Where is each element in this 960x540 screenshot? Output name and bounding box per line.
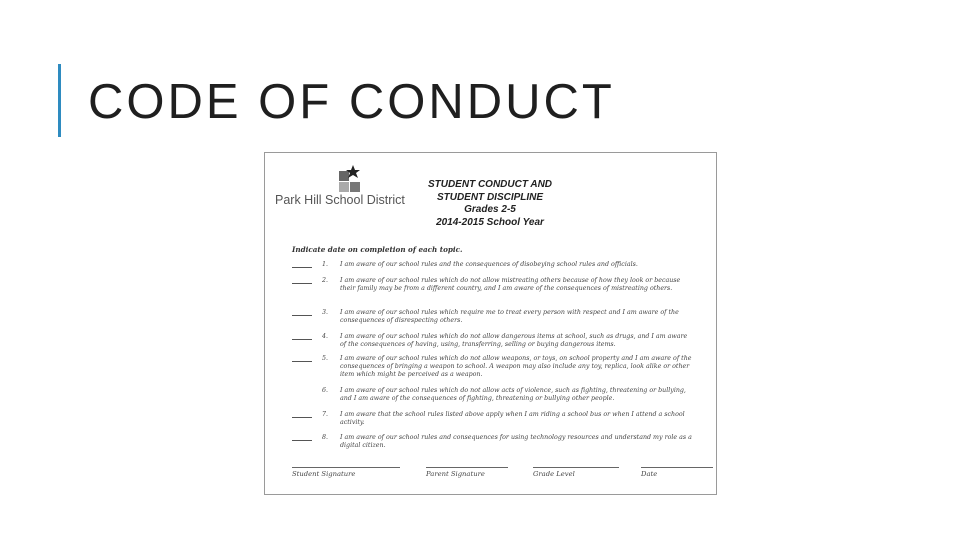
date-blank <box>292 339 312 340</box>
conduct-document-image: Park Hill School District STUDENT CONDUCT AND STUDENT DISCIPLINE Grades 2-5 2014-2015 School Year Indicate date on completion of each topic. 1. I am aware of our school rules and the consequences of disobeying school rules and officials. 2. I am aware of our school rules which do not allow mistreating others because of how they look or because their family may be from a different country, and I am aware of the consequences of mistreating others. 3. I am aware of our school rules which require me to treat every person with respect and I am aware of the consequences of disrespecting others. 4. I am aware of our school rules which do not allow dangerous items at school, such as drugs, and I am aware of the consequences of having, using, transferring, selling or buying dangerous items. 5. I am aware of our school rules which do not allow weapons, or toys, on school property and I am aware of the consequences of bringing a weapon to school. A weapon may also include any toy, replica, look alike or other item which might be perceived as a weapon. 6. I am aware of our school rules which do not allow acts of violence, such as fighting, threatening or bullying, and I am aware of the consequences of fighting, threatening or bullying other people. 7. I am aware that the school rules listed above apply when I am riding a school bus or when I attend a school activity. 8. I am aware of our school rules and consequences for using technology resources and understand my role as a digital citizen. Student Signature Parent Signature Grade Level Date <box>264 152 717 495</box>
date-blank <box>292 315 312 316</box>
date-blank <box>292 440 312 441</box>
district-logo-icon <box>329 165 365 193</box>
date-blank <box>292 267 312 268</box>
title-line: Grades 2-5 <box>464 204 516 215</box>
signature-student: Student Signature <box>292 467 400 478</box>
title-accent-bar <box>58 64 61 137</box>
district-logo <box>275 165 410 209</box>
title-line: STUDENT CONDUCT AND <box>427 179 553 190</box>
document-title <box>405 179 575 229</box>
date-blank <box>292 417 312 418</box>
signature-parent: Parent Signature <box>426 467 508 478</box>
date-blank <box>292 283 312 284</box>
logo-text: Park Hill School District <box>275 193 405 207</box>
slide-title: CODE OF CONDUCT <box>88 75 615 129</box>
instruction-text: Indicate date on completion of each topic. <box>292 245 463 254</box>
title-line: 2014-2015 School Year <box>436 216 544 228</box>
date-blank <box>292 361 312 362</box>
title-line: STUDENT DISCIPLINE <box>436 191 544 203</box>
signature-date: Date <box>641 467 713 478</box>
signature-grade-level: Grade Level <box>533 467 619 478</box>
